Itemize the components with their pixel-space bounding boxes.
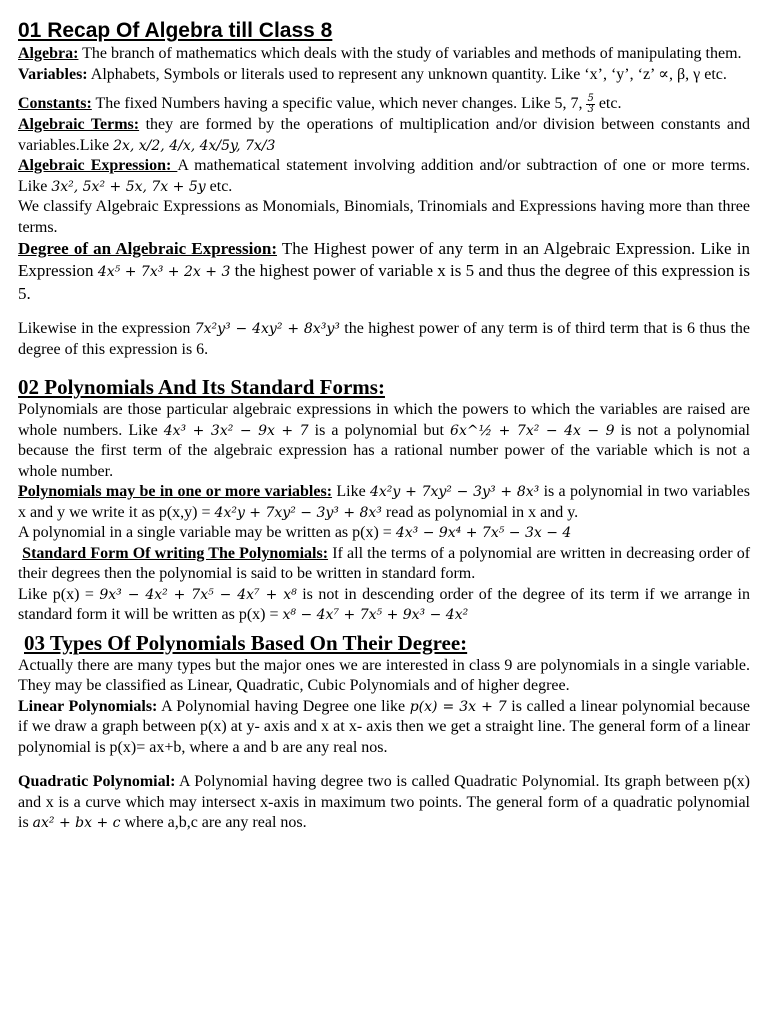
algebraic-terms-text: they are formed by the operations of multiplication and/or division between constants and variables.Like: [18, 116, 750, 154]
multi-variable-a: Like: [332, 483, 370, 500]
multi-variable-paragraph: [18, 482, 750, 523]
standard-form-example-a: Like p(x) =: [18, 585, 100, 603]
single-variable-a: A polynomial in a single variable may be written as p(x) =: [18, 524, 396, 541]
algebraic-terms-definition: [18, 115, 750, 156]
algebraic-expression-term: Algebraic Expression:: [18, 157, 178, 174]
standard-form-example: [18, 585, 750, 626]
variables-text: Alphabets, Symbols or literals used to represent any unknown quantity. Like ‘x’, ‘y’, ‘z’ ∝, β, γ etc.: [87, 65, 727, 83]
polynomials-intro-c: is not a polynomial because the first term of the algebraic expression has a rational number power of the variable which is not a whole number.: [18, 421, 750, 480]
single-variable-paragraph: [18, 523, 750, 544]
quadratic-math: ax² + bx + c: [32, 815, 121, 831]
degree-text: The Highest power of any term in an Algebraic Expression. Like in Expression: [18, 239, 750, 280]
section-title-polynomials: 02 Polynomials And Its Standard Forms:: [18, 375, 385, 399]
likewise-text: Likewise in the expression: [18, 320, 195, 337]
constants-text: The fixed Numbers having a specific value, which never changes. Like 5, 7,: [91, 95, 587, 113]
degree-math: 4x⁵ + 7x³ + 2x + 3: [97, 264, 231, 280]
multi-variable-math1: 4x²y + 7xy² − 3y³ + 8x³: [369, 484, 540, 500]
algebra-definition: [18, 44, 750, 65]
classify-text: We classify Algebraic Expressions as Monomials, Binomials, Trinomials and Expressions having more than three terms.: [18, 198, 750, 236]
linear-paragraph: [18, 697, 750, 759]
standard-form-term: Standard Form Of writing The Polynomials:: [22, 544, 329, 562]
standard-form-text: If all the terms of a polynomial are written in decreasing order of their degrees then the polynomial is said to be written in standard form.: [18, 544, 751, 582]
polynomials-intro-a: Polynomials are those particular algebraic expressions in which the powers to which the variables are raised are whole numbers. Like: [18, 401, 750, 439]
algebraic-expression-definition: [18, 156, 750, 197]
quadratic-a: A Polynomial having degree two is called Quadratic Polynomial. Its graph between p(x) and x is a curve which may intersect x-axis in maximum two points. The general form of a quadratic polynomial is: [18, 773, 750, 831]
likewise-paragraph: [18, 319, 750, 360]
linear-b: is called a linear polynomial because if we draw a graph between p(x) at y- axis and x at x- axis then we get a straight line. The general form of a linear polynomial is p(x)= ax+b, where a and b are any real nos.: [18, 697, 750, 756]
likewise-end: the highest power of any term is of third term that is 6 thus the degree of this expression is 6.: [18, 320, 750, 358]
standard-form-paragraph: [18, 544, 750, 585]
polynomials-intro: [18, 400, 750, 482]
constants-end: etc.: [594, 95, 622, 113]
document-page: [18, 18, 750, 834]
degree-end: the highest power of variable x is 5 and thus the degree of this expression is 5.: [18, 261, 751, 303]
constants-term: Constants:: [18, 95, 92, 113]
quadratic-b: where a,b,c are any real nos.: [120, 814, 307, 831]
quadratic-term: Quadratic Polynomial:: [18, 773, 176, 790]
degree-term: Degree of an Algebraic Expression:: [18, 239, 277, 258]
constants-fraction: $\frac{5}{3}$: [587, 93, 594, 115]
multi-variable-term: Polynomials may be in one or more variables:: [18, 483, 333, 500]
degree-definition: [18, 238, 750, 305]
multi-variable-c: read as polynomial in x and y.: [381, 503, 579, 521]
likewise-math: 7x²y³ − 4xy² + 8x³y³: [194, 321, 340, 337]
standard-form-example-math1: 9x³ − 4x² + 7x⁵ − 4x⁷ + x⁸: [99, 586, 297, 603]
standard-form-example-b: is not in descending order of the degree of its term if we arrange in standard form it will be written as p(x) =: [18, 585, 751, 623]
section-title-recap: 01 Recap Of Algebra till Class 8: [18, 19, 333, 42]
algebraic-expression-text: A mathematical statement involving addition and/or subtraction of one or more terms. Like: [18, 157, 750, 195]
section-title-types: 03 Types Of Polynomials Based On Their Degree:: [24, 630, 468, 655]
multi-variable-b: is a polynomial in two variables x and y we write it as p(x,y) =: [18, 483, 750, 521]
algebra-text: The branch of mathematics which deals with the study of variables and methods of manipulating them.: [78, 45, 742, 62]
standard-form-example-math2: x⁸ − 4x⁷ + 7x⁵ + 9x³ − 4x²: [282, 607, 469, 623]
single-variable-math: 4x³ − 9x⁴ + 7x⁵ − 3x − 4: [395, 525, 572, 541]
variables-term: Variables:: [18, 65, 88, 83]
types-intro: Actually there are many types but the major ones we are interested in class 9 are polynomials in a single variable. They may be classified as Linear, Quadratic, Cubic Polynomials and of higher degree.: [18, 656, 750, 694]
linear-math: p(x) = 3x + 7: [409, 698, 507, 715]
linear-term: Linear Polynomials:: [18, 697, 158, 715]
linear-a: A Polynomial having Degree one like: [157, 697, 410, 715]
polynomial-example-math: 4x³ + 3x² − 9x + 7: [163, 422, 309, 439]
non-polynomial-example-math: 6x^½ + 7x² − 4x − 9: [450, 422, 615, 439]
multi-variable-math2: 4x²y + 7xy² − 3y³ + 8x³: [214, 504, 382, 521]
variables-definition: [18, 65, 750, 86]
algebraic-expression-math: 3x², 5x² + 5x, 7x + 5y: [51, 178, 206, 195]
algebraic-terms-term: Algebraic Terms:: [18, 116, 140, 133]
quadratic-paragraph: [18, 772, 750, 834]
constants-definition: [18, 94, 750, 115]
algebraic-expression-end: etc.: [205, 177, 233, 195]
algebra-term: Algebra:: [18, 45, 79, 62]
polynomials-intro-b: is a polynomial but: [308, 421, 451, 439]
algebraic-terms-math: 2x, x/2, 4/x, 4x/5y, 7x/3: [113, 137, 276, 154]
